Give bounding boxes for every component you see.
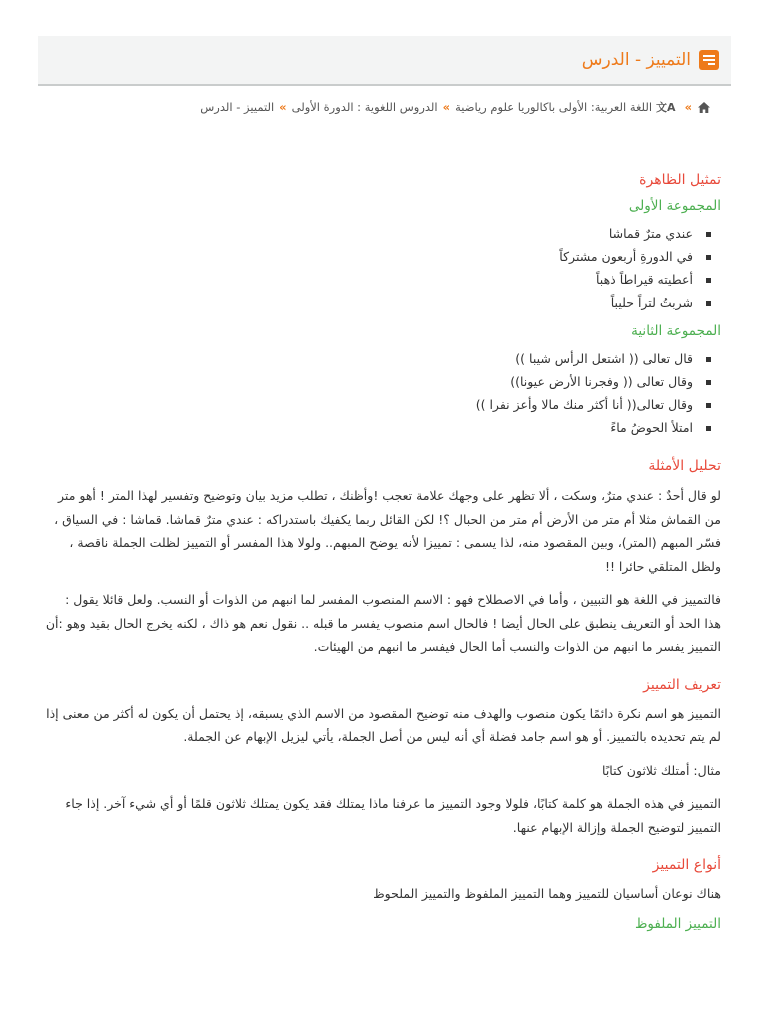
definition-paragraph: التمييز هو اسم نكرة دائمًا يكون منصوب والهدف منه توضيح المقصود من الاسم الذي يسبقه، إذ يحتمل أن يكون له أكثر من معنى إذا لم يتم تحديده بالتمييز. أو هو اسم جامد فضلة أي أنه ليس من أصل الجملة، يأتي ليزيل الإبهام عن الجملة. [46,705,721,744]
breadcrumb-separator: » [442,100,451,114]
document-icon [699,50,719,70]
list-item: شربتُ لتراً حليباً [45,291,693,314]
breadcrumb-separator: » [279,100,287,114]
list-item: وقال تعالى (( وفجرنا الأرض عيونا)) [45,370,693,393]
analysis-paragraph: لو قال أحدٌ : عندي مترٌ، وسكت ، ألا تظهر على وجهك علامة تعجب !وأظنك ، تطلب مزيد بيان وتوضيح وتفسير لهذا المتر ! أهو متر من القماش مثلا أم متر من الأرض أم متر من الحبال ؟! لكن القائل ربما يكفيك باستدراكه : عندي مترٌ قماشا. قماشا : في السياق ، فسّر المبهم (المتر)، وبين المقصود منه، لذا يسمى : تمييزا لأنه يوضح المبهم.. ولولا هذا المفسر أو التمييز لظلت الجملة ناقصة ، ولظل المتلقي حائرا !! [54,488,721,574]
list-item: قال تعالى (( اشتعل الرأس شيبا )) [45,347,693,370]
breadcrumb-separator: » [684,100,692,114]
group-title-first: المجموعة الأولى [628,198,721,214]
list-item: امتلأ الحوضُ ماءً [45,416,693,439]
home-icon[interactable] [697,101,711,114]
list-item: وقال تعالى(( أنا أكثر منك مالا وأعز نفرا )) [45,393,693,416]
list-item: في الدورةِ أربعون مشتركاً [45,245,693,268]
group-one-list [45,222,721,314]
group-title-second: المجموعة الثانية [631,323,721,339]
section-title-analysis: تحليل الأمثلة [648,458,721,474]
group-two-list [45,347,721,439]
translate-icon: 文A [656,101,676,114]
example-sentence: مثال: أمتلك ثلاثون كتابًا [602,762,721,778]
page-title: التمييز - الدرس [581,50,691,70]
analysis-paragraph: فالتمييز في اللغة هو التبيين ، وأما في الاصطلاح فهو : الاسم المنصوب المفسر لما انبهم من الذوات أو النسب. ولعل قائلا يقول : هذا الحد أو التعريف ينطبق على الحال أيضا ! فالحال اسم منصوب يفسر ما قبله .. نقول نعم هو ذاك ، لكنه يخرج الحال بقيد وهو :أن التمييز يفسر ما انبهم من الذوات والنسب أما الحال فيفسر ما انبهم من الهيئات. [45,592,721,654]
page-header [38,36,731,86]
list-item: عندي مترٌ قماشا [45,222,693,245]
section-title-exemplify: تمثيل الظاهرة [639,172,721,188]
breadcrumb-item-current: التمييز - الدرس [200,100,275,114]
subsection-title-expressed: التمييز الملفوظ [634,915,721,932]
breadcrumb-item-language-lessons[interactable]: الدروس اللغوية : الدورة الأولى [291,100,438,114]
definition-paragraph: التمييز في هذه الجملة هو كلمة كتابًا، فلولا وجود التمييز ما عرفنا ماذا يمتلك فقد يكون يمتلك ثلاثون قلمًا أو أي شيء آخر. إذا جاء التمييز لتوضيح الجملة وإزالة الإبهام عنها. [65,796,721,835]
breadcrumb-item-arabic-language[interactable]: اللغة العربية: الأولى باكالوريا علوم رياضية [455,100,653,114]
types-paragraph: هناك نوعان أساسيان للتمييز وهما التمييز الملفوظ والتمييز الملحوظ [373,886,721,901]
section-title-types: أنواع التمييز [652,857,721,873]
lesson-content [45,172,721,932]
list-item: أعطيته قيراطاً ذهباً [45,268,693,291]
breadcrumb [200,97,711,117]
section-title-definition: تعريف التمييز [643,676,721,693]
